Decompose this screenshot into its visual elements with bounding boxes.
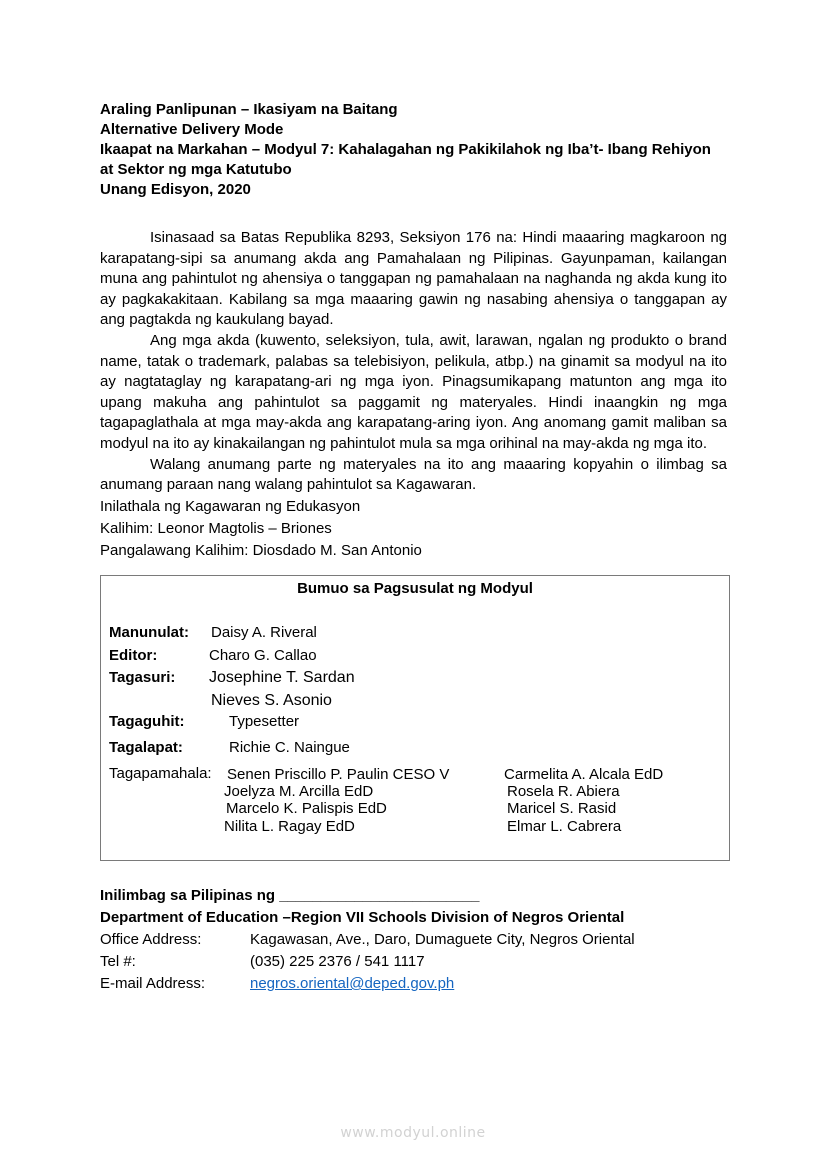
illustrator-name: Typesetter (229, 713, 300, 730)
manager-1: Senen Priscillo P. Paulin CESO V (227, 766, 450, 783)
editor-name: Charo G. Callao (209, 647, 317, 664)
undersecretary-line: Pangalawang Kalihim: Diosdado M. San Antonio (100, 541, 422, 559)
credit-illustrator (109, 713, 300, 730)
telephone-value: (035) 225 2376 / 541 1117 (250, 953, 425, 970)
reviewer-name-2: Nieves S. Asonio (211, 692, 332, 709)
editor-label: Editor: (109, 647, 158, 664)
manager-2: Joelyza M. Arcilla EdD (224, 783, 374, 800)
credit-managers (109, 765, 212, 782)
telephone-label: Tel #: (100, 953, 136, 970)
manager-6: Rosela R. Abiera (507, 783, 620, 800)
module-title: Ikaapat na Markahan – Modyul 7: Kahalagahan ng Pakikilahok ng Iba’t- Ibang Rehiyon (100, 141, 711, 158)
reviewer-label: Tagasuri: (109, 669, 176, 686)
writer-name: Daisy A. Riveral (211, 624, 317, 641)
secretary-line: Kalihim: Leonor Magtolis – Briones (100, 519, 332, 537)
copyright-paragraph-2: Ang mga akda (kuwento, seleksiyon, tula, awit, larawan, ngalan ng produkto o brand name, tatak o trademark, palabas sa telebisiyon, pelikula, atbp.) na ginamit sa modyul na ito ay nagtataglay ng karapatang-ari ng mga iyon. Pinagsumikapang matunton ang mga ito upang makuha ang pahintulot sa paggamit ng materyales. Hindi inaangkin ng mga tagapaglathala at mga may-akda ang karapatang-aring iyon. Ang anomang gamit maliban sa modyul na ito ay kinakailangan ng pahintulot mula sa mga orihinal na may-akda ng mga ito. (100, 331, 727, 452)
email-link[interactable]: negros.oriental@deped.gov.ph (250, 975, 455, 992)
copyright-paragraph-3: Walang anumang parte ng materyales na ito ang maaaring kopyahin o ilimbag sa anumang paraan nang walang pahintulot sa Kagawaran. (100, 455, 727, 494)
delivery-mode: Alternative Delivery Mode (100, 121, 284, 138)
managers-label: Tagapamahala: (109, 765, 212, 782)
publisher-line: Inilathala ng Kagawaran ng Edukasyon (100, 497, 361, 515)
edition: Unang Edisyon, 2020 (100, 181, 251, 198)
reviewer-name-1: Josephine T. Sardan (209, 669, 355, 686)
email-row (100, 973, 740, 995)
watermark: www.modyul.online (340, 1125, 486, 1141)
subject-title: Araling Panlipunan – Ikasiyam na Baitang (100, 101, 398, 118)
credit-reviewer (109, 669, 355, 686)
layout-label: Tagalapat: (109, 739, 183, 756)
credits-box (100, 575, 730, 861)
publisher-footer (100, 885, 740, 995)
manager-7: Maricel S. Rasid (507, 800, 617, 817)
copyright-notice (100, 228, 727, 562)
credit-writer (109, 624, 317, 641)
manager-8: Elmar L. Cabrera (507, 818, 622, 835)
layout-artist-name: Richie C. Naingue (229, 739, 350, 756)
manager-5: Carmelita A. Alcala EdD (504, 766, 664, 783)
copyright-paragraph-1: Isinasaad sa Batas Republika 8293, Seksiyon 176 na: Hindi maaaring magkaroon ng karapatang-sipi sa anumang akda ang Pamahalaan ng Pilipinas. Gayunpaman, kailangan muna ang pahintulot ng ahensiya o tanggapan ng pamahalaan na naghanda ng akda kung ito ay pagkakakitaan. Kabilang sa mga maaaring gawin ng nasabing ahensiya o tanggapan ay ang pagtakda ng kaukulang bayad. (100, 229, 727, 329)
manager-4: Nilita L. Ragay EdD (224, 818, 355, 835)
office-address-value: Kagawasan, Ave., Daro, Dumaguete City, Negros Oriental (250, 931, 635, 948)
telephone-row (100, 951, 740, 973)
department-line: Department of Education –Region VII Schools Division of Negros Oriental (100, 909, 625, 926)
credit-layout (109, 739, 350, 756)
email-label: E-mail Address: (100, 975, 206, 992)
module-title-continued: at Sektor ng mga Katutubo (100, 161, 292, 178)
printed-in-line: Inilimbag sa Pilipinas ng ________________________ (100, 887, 480, 904)
credits-title: Bumuo sa Pagsusulat ng Modyul (297, 580, 533, 597)
credit-editor (109, 647, 317, 664)
writer-label: Manunulat: (109, 624, 189, 641)
module-header (100, 100, 740, 200)
office-address-label: Office Address: (100, 931, 202, 948)
illustrator-label: Tagaguhit: (109, 713, 185, 730)
office-address-row (100, 929, 740, 951)
manager-3: Marcelo K. Palispis EdD (226, 800, 387, 817)
